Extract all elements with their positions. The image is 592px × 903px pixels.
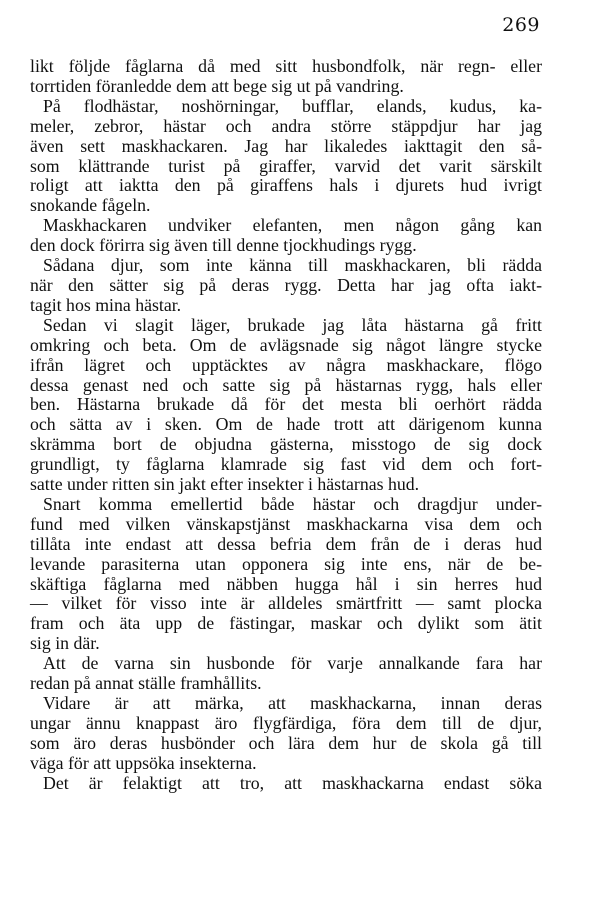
text-line: skäftiga fåglarna med näbben hugga hål i sin herres hud [30,573,542,594]
text-line: snokande fågeln. [30,195,151,216]
text-line: Sedan vi slagit läger, brukade jag låta hästarna gå fritt [43,314,542,335]
text-line: Det är felaktigt att tro, att maskhackarna endast söka [43,772,542,793]
text-line: fund med vilken vänskapstjänst maskhackarna visa dem och [30,513,542,534]
text-line: även sett maskhackaren. Jag har likaledes iakttagit den så- [30,135,542,156]
text-line: roligt att iaktta den på giraffens hals i djurets hud ivrigt [30,175,542,196]
text-line: ungar ännu knappast äro flygfärdiga, föra dem till de djur, [30,712,542,733]
text-line: tillåta inte endast att dessa befria dem från de i deras hud [30,533,542,554]
text-line: skrämma bort de objudna gästerna, misstogo de sig dock [30,434,542,455]
text-line: ben. Hästarna brukade då för det mesta bli oerhört rädda [30,394,542,415]
text-line: Sådana djur, som inte känna till maskhackaren, bli rädda [43,255,542,276]
text-line: sig in där. [30,633,100,654]
text-line: Snart komma emellertid både hästar och dragdjur under- [43,493,542,514]
body-text [30,57,542,794]
text-line: torrtiden föranledde dem att bege sig ut på vandring. [30,75,404,96]
text-line: den dock förirra sig även till denne tjockhudings rygg. [30,235,417,256]
text-line: när den sätter sig på deras rygg. Detta har jag ofta iakt- [30,274,542,295]
text-line: likt följde fåglarna då med sitt husbondfolk, när regn- eller [30,56,542,76]
text-line: och sätta av i sken. Om de hade trott att därigenom kunna [30,414,542,435]
text-line: ifrån lägret och upptäcktes av några maskhackare, flögo [30,354,542,375]
text-line: som äro deras husbönder och lära dem hur de skola gå till [30,732,542,753]
text-line: På flodhästar, noshörningar, bufflar, elands, kudus, ka- [43,95,542,116]
text-line: satte under ritten sin jakt efter insekter i hästarnas hud. [30,474,420,495]
text-line: grundligt, ty fåglarna klamrade sig fast vid dem och fort- [30,454,542,475]
text-line: Att de varna sin husbonde för varje annalkande fara har [43,653,542,674]
text-line: tagit hos mina hästar. [30,294,182,315]
text-line: som klättrande turist på giraffer, varvid det varit särskilt [30,155,542,176]
text-line: redan på annat ställe framhållits. [30,673,262,694]
text-line: omkring och beta. Om de avlägsnade sig något längre stycke [30,334,542,355]
text-line: väga för att uppsöka insekterna. [30,752,257,773]
page-number: 269 [502,14,540,36]
text-line: — vilket för visso inte är alldeles smärtfritt — samt plocka [30,593,542,614]
text-line: levande parasiterna utan opponera sig inte ens, när de be- [30,553,542,574]
text-line: meler, zebror, hästar och andra större stäppdjur har jag [30,115,542,136]
text-line: dessa genast ned och satte sig på hästarnas rygg, hals eller [30,374,542,395]
text-line: fram och äta upp de fästingar, maskar och dylikt som ätit [30,613,542,634]
text-line: Maskhackaren undviker elefanten, men någon gång kan [43,215,542,236]
text-line: Vidare är att märka, att maskhackarna, innan deras [43,693,542,713]
